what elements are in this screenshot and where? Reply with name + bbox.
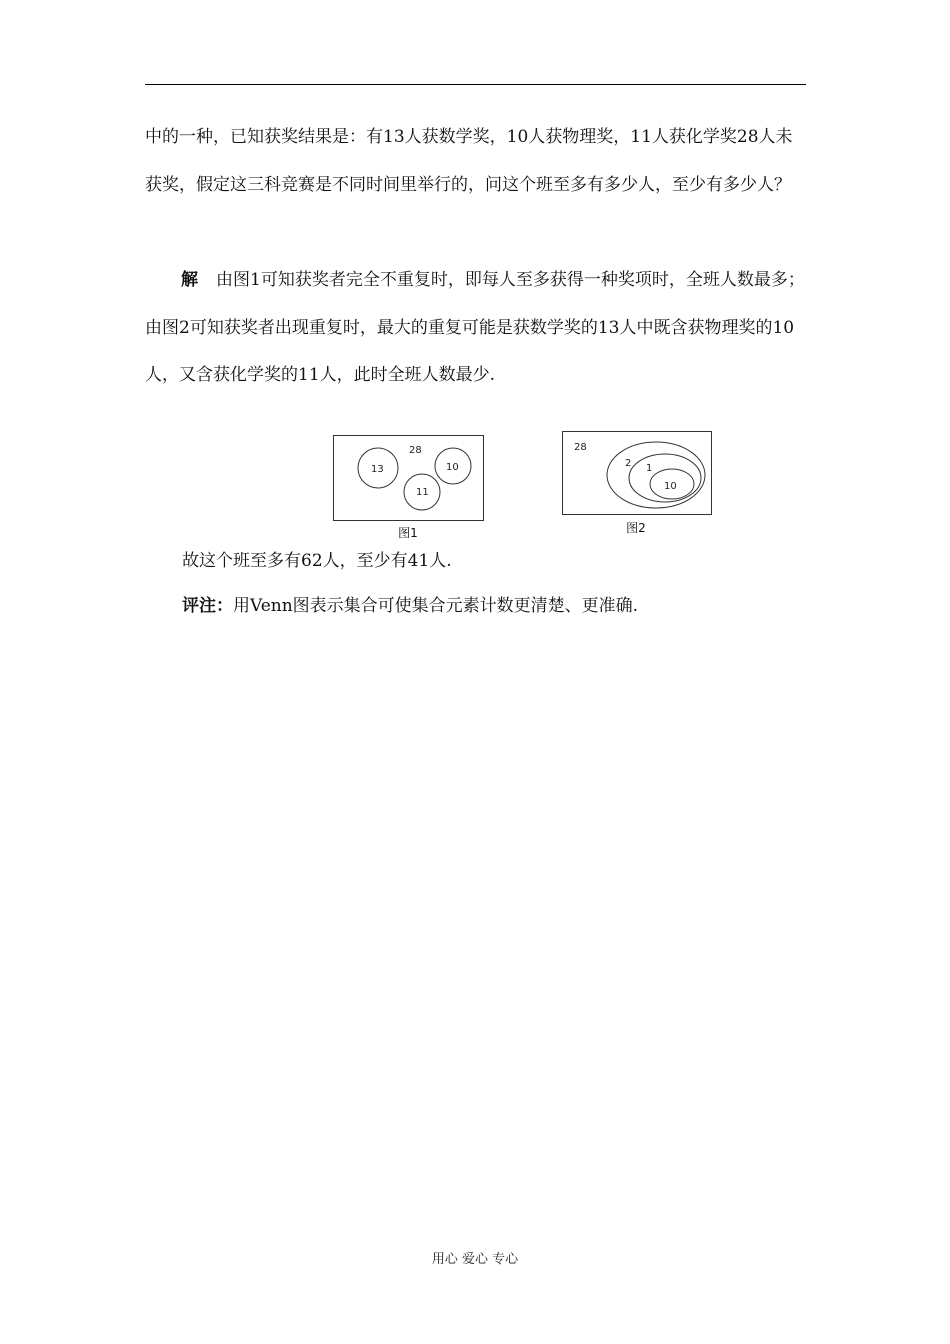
ring-count-inner: 10 [664,481,677,492]
physics-count: 10 [446,462,459,473]
ring-count-middle: 1 [646,463,653,474]
conclusion-text: 故这个班至多有62人，至少有41人. [182,551,452,571]
venn-diagram-1 [333,435,485,521]
note-label: 评注： [182,596,233,616]
outside-count: 28 [409,445,422,456]
figure-1 [333,435,485,521]
solution-label: 解 [181,270,198,290]
header-rule [145,84,806,85]
math-count: 13 [371,464,384,475]
venn-diagram-2 [562,431,713,516]
solution-paragraph [145,257,807,400]
ring-count-outer: 2 [625,458,632,469]
solution-text: 由图1可知获奖者完全不重复时，即每人至多获得一种奖项时，全班人数最多；由图2可知获奖者出现重复时，最大的重复可能是获数学奖的13人中既含获物理奖的10人，又含获化学奖的11人，此时全班人数最少. [145,270,805,385]
note-paragraph [182,591,638,621]
figure-2 [562,431,713,516]
problem-text: 中的一种，已知获奖结果是：有13人获数学奖，10人获物理奖，11人获化学奖28人未获奖，假定这三科竞赛是不同时间里举行的，问这个班至多有多少人，至少有多少人？ [145,127,793,195]
set-ellipse-chemistry [629,454,701,502]
figure-2-caption: 图2 [626,521,646,535]
page-footer: 用心 爱心 专心 [431,1252,519,1267]
outside-count: 28 [574,442,587,453]
note-text: 用Venn图表示集合可使集合元素计数更清楚、更准确. [233,596,639,616]
chemistry-count: 11 [416,487,429,498]
figure-1-caption: 图1 [398,526,418,540]
